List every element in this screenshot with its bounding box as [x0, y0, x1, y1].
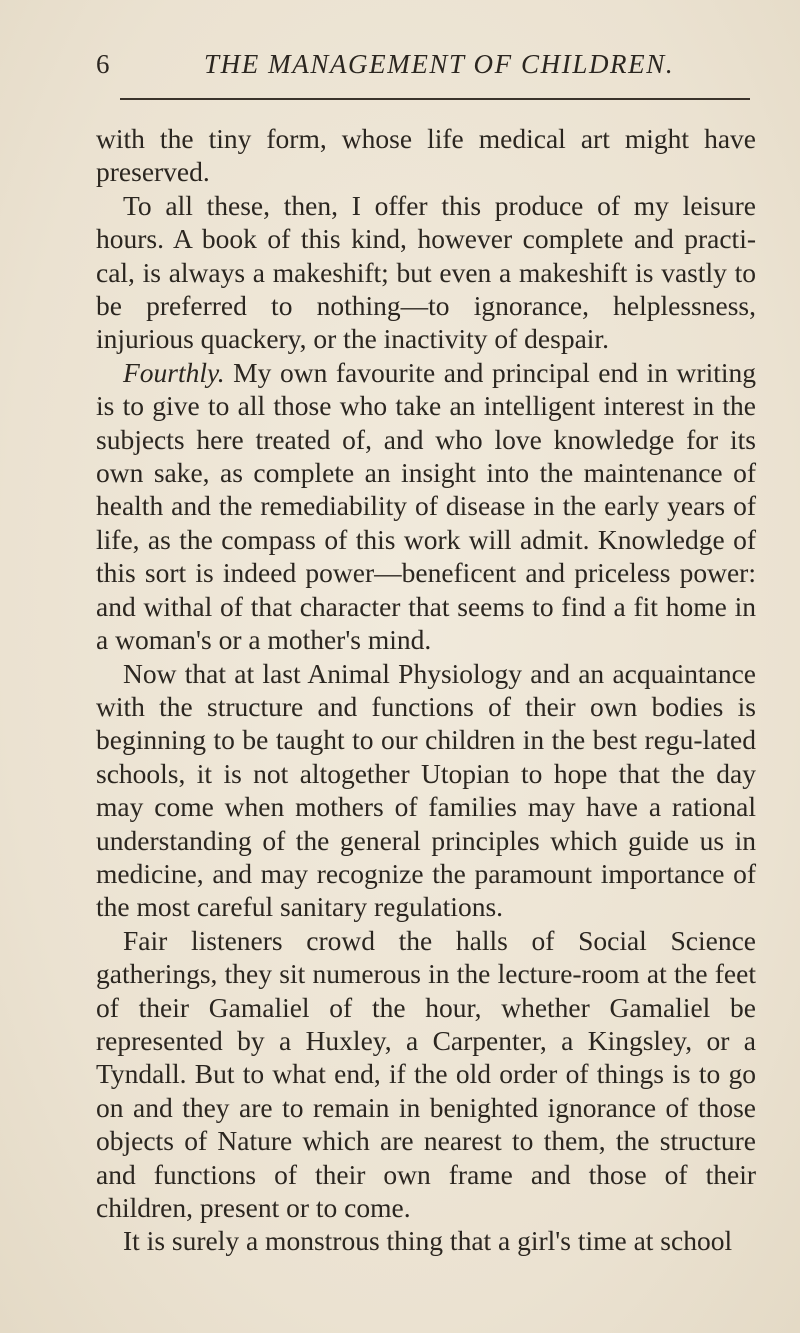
paragraph: To all these, then, I offer this produce of my leisure hours. A book of this kind, however complete and practi-cal, is always a makeshift; but even a makeshift is vastly to be preferred to nothing—to ignorance, helplessness, injurious quackery, or the inactivity of despair.	[96, 189, 756, 355]
body-text	[96, 122, 756, 1258]
paragraph: Now that at last Animal Physiology and an acquaintance with the structure and functions of their own bodies is beginning to be taught to our children in the best regu-lated schools, it is not altogether Utopian to hope that the day may come when mothers of families may have a rational understanding of the general principles which guide us in medicine, and may recognize the paramount importance of the most careful sanitary regulations.	[96, 657, 756, 923]
paragraph-lead: Fourthly.	[123, 356, 225, 388]
running-title: THE MANAGEMENT OF CHILDREN.	[204, 49, 675, 79]
paragraph: Fair listeners crowd the halls of Social Science gatherings, they sit numerous in the lecture-room at the feet of their Gamaliel of the hour, whether Gamaliel be represented by a Huxley, a Carpenter, a Kingsley, or a Tyndall. But to what end, if the old order of things is to go on and they are to remain in benighted ignorance of those objects of Nature which are nearest to them, the structure and functions of their own frame and those of their children, present or to come.	[96, 924, 756, 1223]
paragraph: It is surely a monstrous thing that a girl's time at school	[123, 1225, 733, 1257]
paragraph: with the tiny form, whose life medical art might have preserved.	[96, 123, 756, 188]
page-header	[86, 44, 746, 84]
paragraph	[96, 356, 756, 657]
header-rule	[120, 98, 750, 100]
page-number: 6	[96, 49, 110, 79]
paragraph-body: My own favourite and principal end in writing is to give to all those who take an intelligent interest in the subjects here treated of, and who love knowledge for its own sake, as complete an insight into the maintenance of health and the remediability of disease in the early years of life, as the compass of this work will admit. Knowledge of this sort is indeed power—beneficent and priceless power: and withal of that character that seems to find a fit home in a woman's or a mother's mind.	[96, 356, 756, 656]
